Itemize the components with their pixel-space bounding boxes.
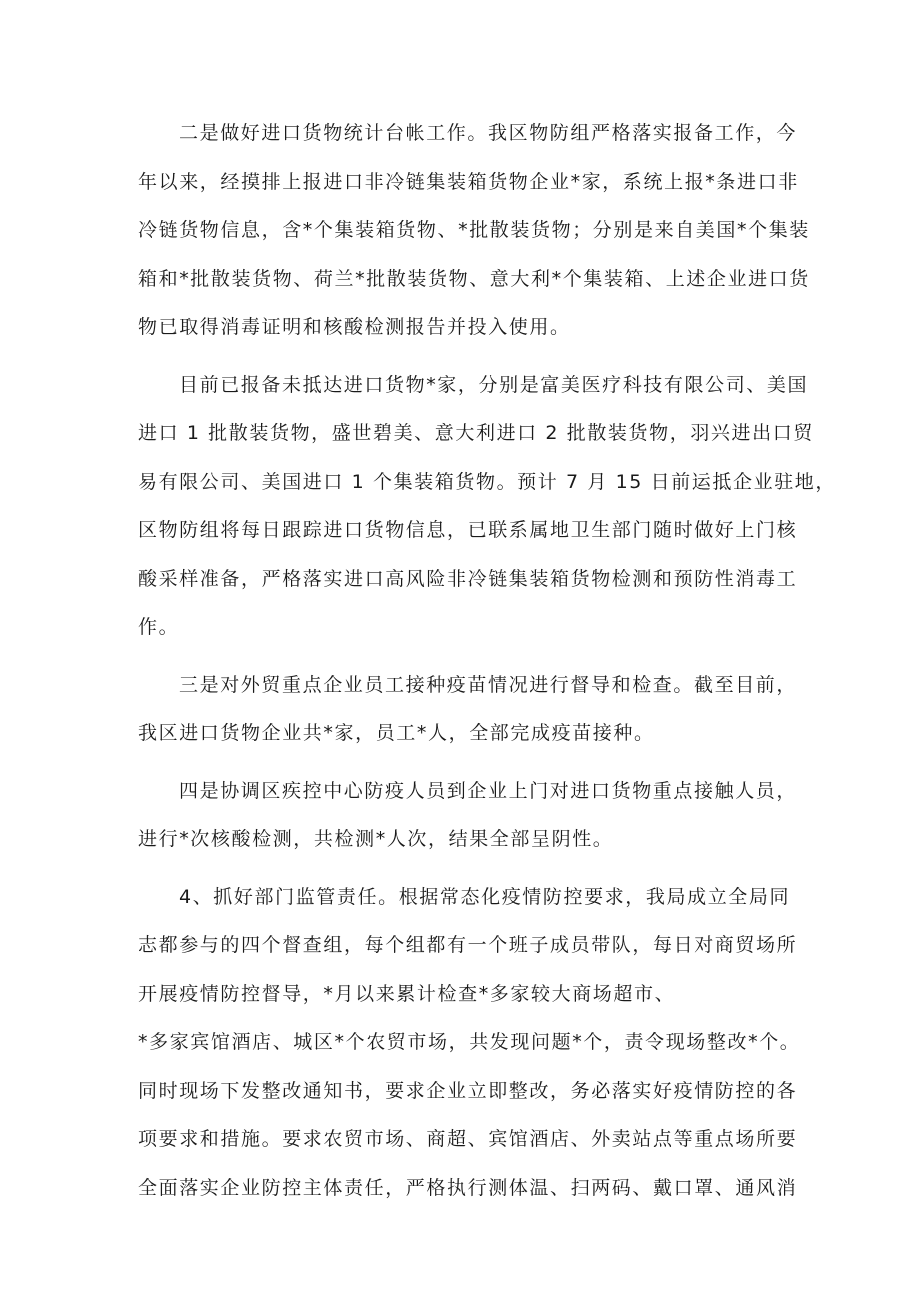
paragraph-nucleic-acid-testing xyxy=(138,767,798,864)
text-line: 作。 xyxy=(138,616,180,638)
text-line: 进行*次核酸检测，共检测*人次，结果全部呈阴性。 xyxy=(138,828,614,850)
text-line: 二是做好进口货物统计台帐工作。我区物防组严格落实报备工作，今 xyxy=(179,122,798,144)
text-line: 4、抓好部门监管责任。根据常态化疫情防控要求，我局成立全局同 xyxy=(179,885,791,908)
text-line: 我区进口货物企业共*家，员工*人，全部完成疫苗接种。 xyxy=(138,722,655,744)
text-line: 易有限公司、美国进口 1 个集装箱货物。预计 7 月 15 日前运抵企业驻地， xyxy=(138,470,836,493)
text-line: 物已取得消毒证明和核酸检测报告并投入使用。 xyxy=(138,316,571,338)
text-line: 开展疫情防控督导，*月以来累计检查*多家较大商场超市、 xyxy=(138,982,676,1005)
text-line: 全面落实企业防控主体责任，严格执行测体温、扫两码、戴口罩、通风消 xyxy=(138,1176,798,1199)
text-line: 三是对外贸重点企业员工接种疫苗情况进行督导和检查。截至目前， xyxy=(179,673,798,696)
text-line: *多家宾馆酒店、城区*个农贸市场，共发现问题*个，责令现场整改*个。 xyxy=(138,1031,801,1053)
text-line: 进口 1 批散装货物，盛世碧美、意大利进口 2 批散装货物，羽兴进出口贸 xyxy=(138,422,814,444)
text-line: 四是协调区疾控中心防疫人员到企业上门对进口货物重点接触人员， xyxy=(179,779,798,802)
text-line: 区物防组将每日跟踪进口货物信息，已联系属地卫生部门随时做好上门核 xyxy=(138,519,798,541)
paragraph-pending-arrivals xyxy=(138,361,836,652)
document-body xyxy=(138,109,836,1212)
text-line: 目前已报备未抵达进口货物*家，分别是富美医疗科技有限公司、美国 xyxy=(179,373,809,396)
text-line: 同时现场下发整改通知书，要求企业立即整改，务必落实好疫情防控的各 xyxy=(138,1079,798,1102)
text-line: 年以来，经摸排上报进口非冷链集装箱货物企业*家，系统上报*条进口非 xyxy=(138,170,799,193)
paragraph-import-goods-ledger xyxy=(138,109,810,352)
text-line: 志都参与的四个督查组，每个组都有一个班子成员带队，每日对商贸场所 xyxy=(138,934,798,956)
paragraph-department-supervision xyxy=(138,873,801,1213)
text-line: 冷链货物信息，含*个集装箱货物、*批散装货物；分别是来自美国*个集装 xyxy=(138,219,810,241)
text-line: 酸采样准备，严格落实进口高风险非冷链集装箱货物检测和预防性消毒工 xyxy=(138,567,798,590)
text-line: 箱和*批散装货物、荷兰*批散装货物、意大利*个集装箱、上述企业进口货 xyxy=(138,267,810,290)
text-line: 项要求和措施。要求农贸市场、商超、宾馆酒店、外卖站点等重点场所要 xyxy=(138,1128,798,1150)
paragraph-vaccination-check xyxy=(138,661,798,758)
